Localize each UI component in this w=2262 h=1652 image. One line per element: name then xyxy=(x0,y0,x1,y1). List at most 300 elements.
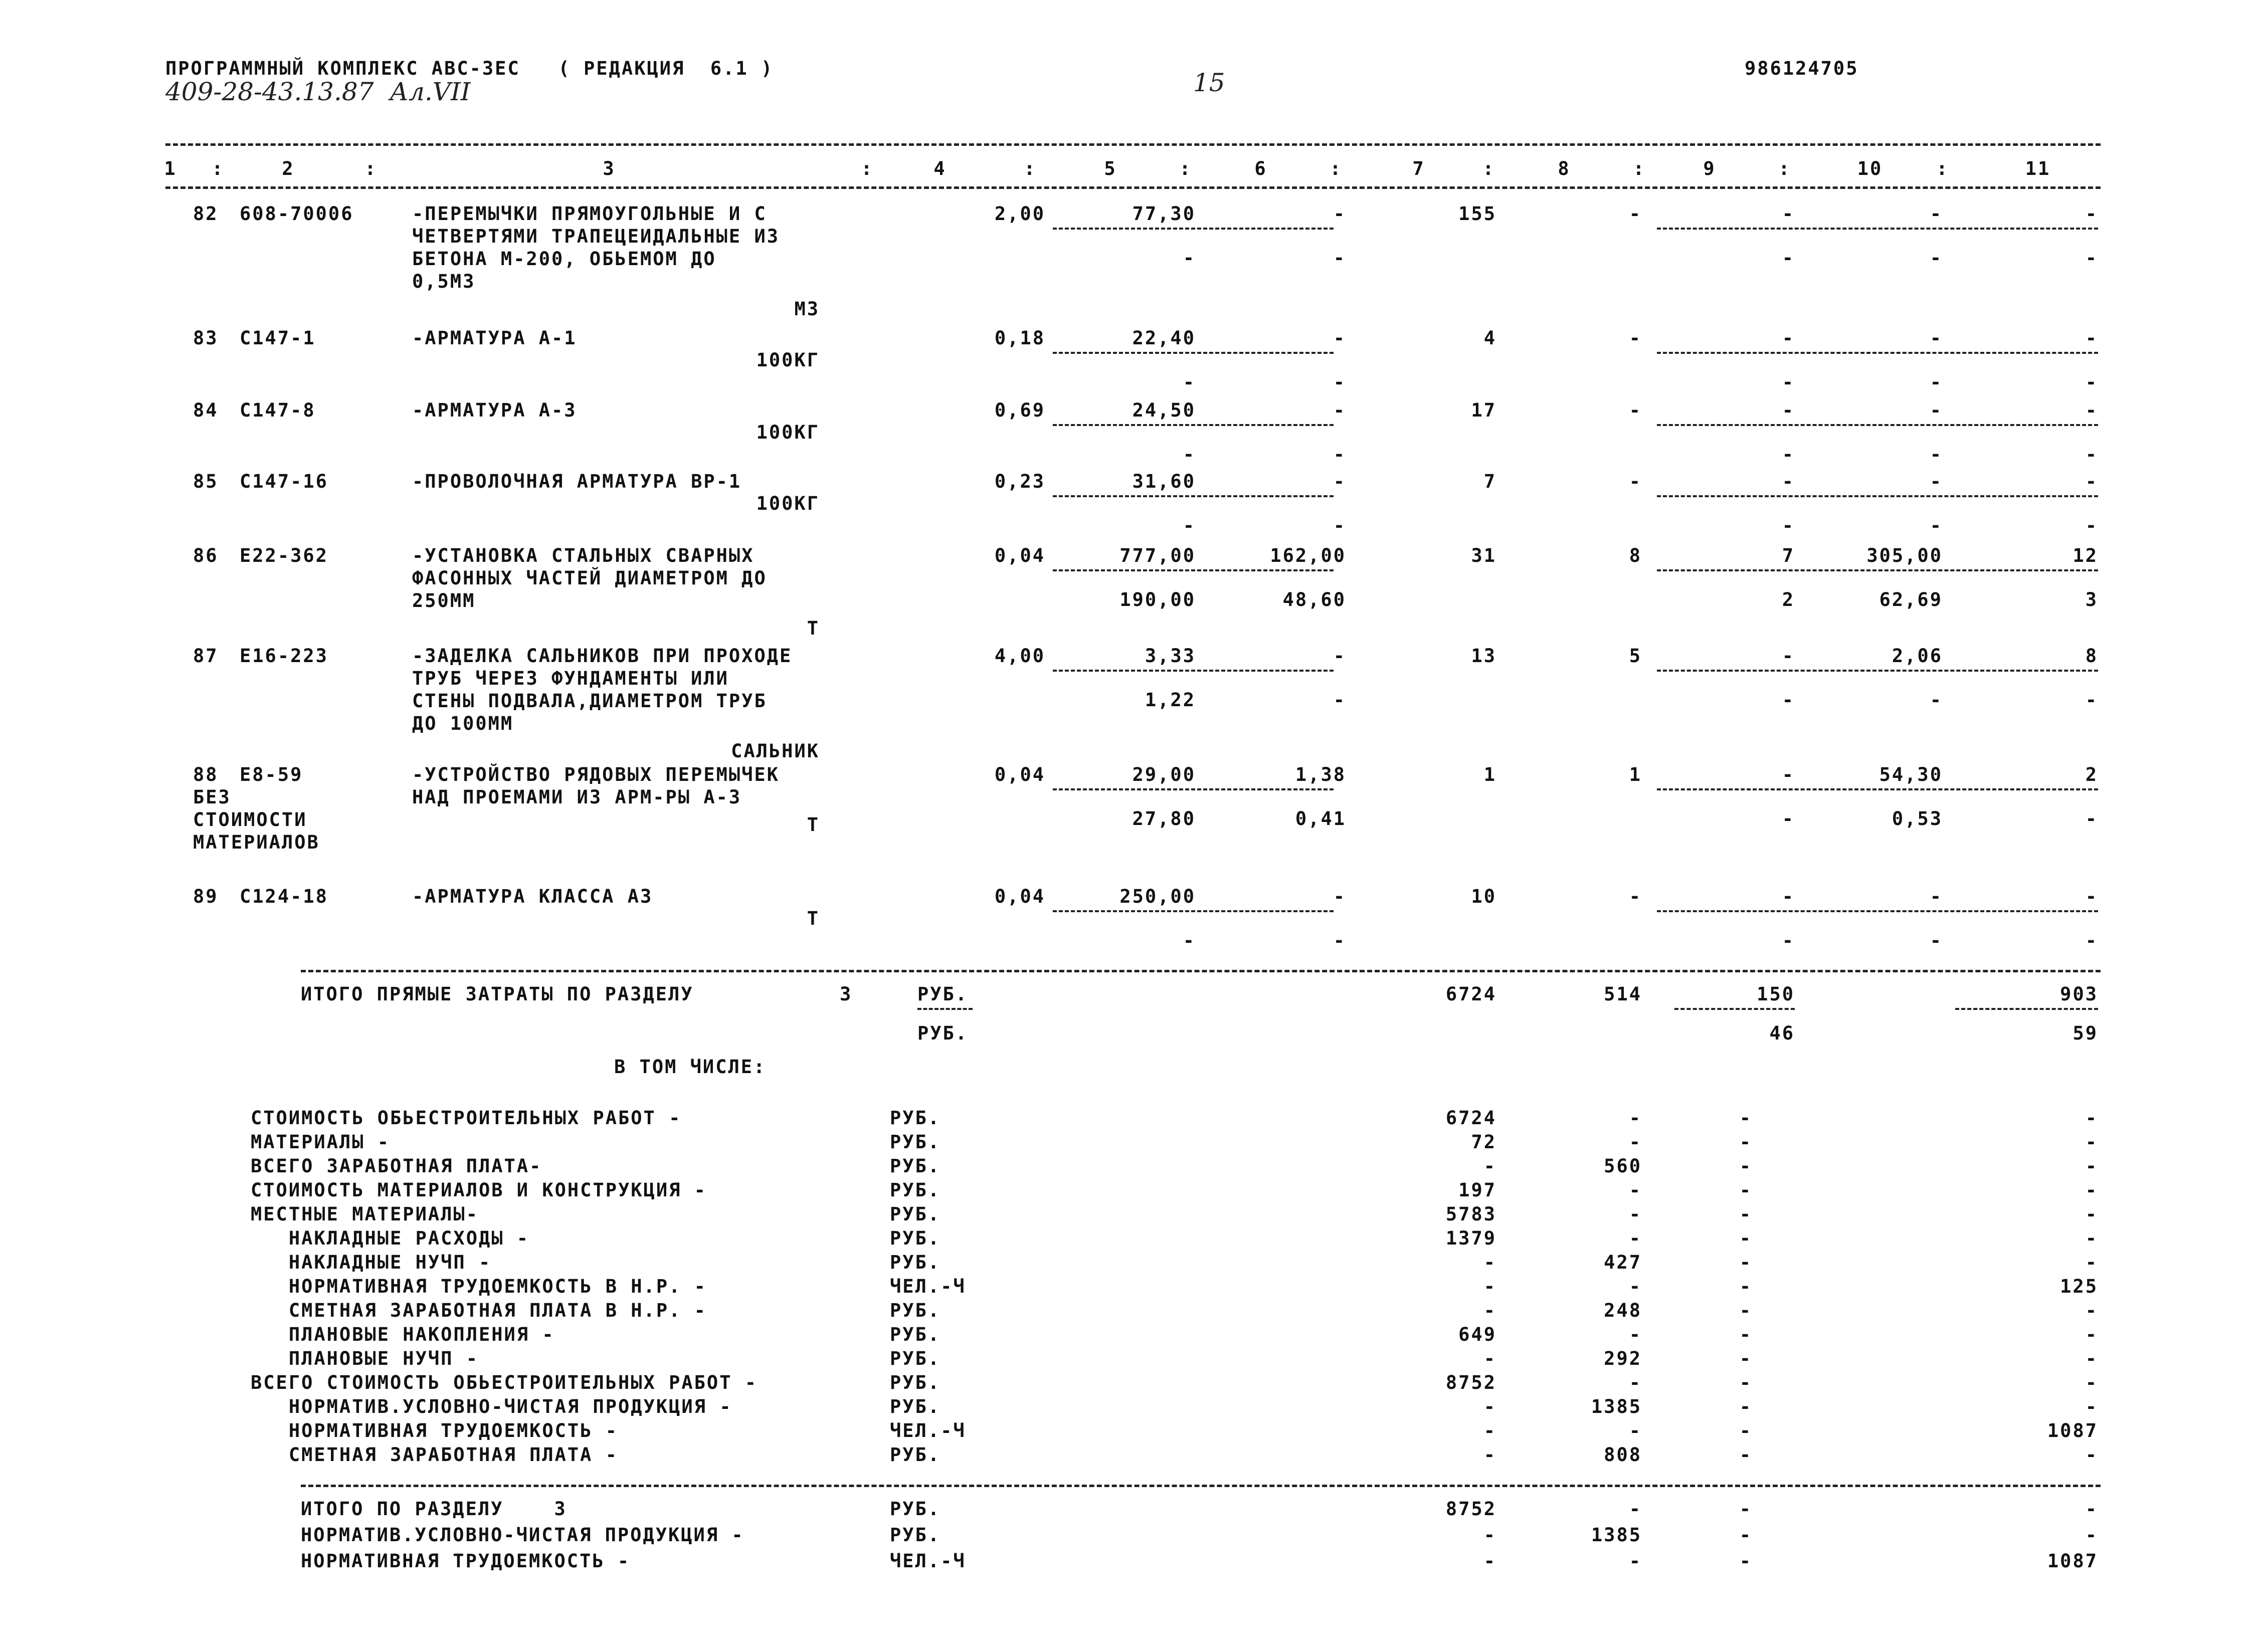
summary-unit: РУБ. xyxy=(890,1252,941,1273)
row-c10: - xyxy=(1930,399,1943,421)
summary-c7: 649 xyxy=(1458,1324,1496,1345)
row-c5: 22,40 xyxy=(1132,327,1196,349)
row-description: ТРУБ ЧЕРЕЗ ФУНДАМЕНТЫ ИЛИ xyxy=(412,668,729,689)
column-header-9: : xyxy=(1179,158,1192,179)
row-sub-rule xyxy=(1053,495,1334,497)
summary-label: НАКЛАДНЫЕ РАСХОДЫ - xyxy=(251,1227,530,1249)
summary-label: МЕСТНЫЕ МАТЕРИАЛЫ- xyxy=(251,1203,479,1225)
summary-c7: - xyxy=(1483,1252,1496,1273)
final-label: НОРМАТИВ.УСЛОВНО-ЧИСТАЯ ПРОДУКЦИЯ - xyxy=(301,1524,744,1546)
row-description: -ПРОВОЛОЧНАЯ АРМАТУРА ВР-1 xyxy=(412,471,742,492)
row-unit: Т xyxy=(807,617,820,639)
summary-c7: - xyxy=(1483,1348,1496,1369)
row-c10: 2,06 xyxy=(1892,645,1943,667)
row-c8: - xyxy=(1629,886,1642,907)
row-c11: - xyxy=(2085,203,2098,225)
column-header-12: 7 xyxy=(1412,158,1425,179)
summary-c9: - xyxy=(1739,1276,1752,1297)
summary-label: СТОИМОСТЬ ОБЬЕСТРОИТЕЛЬНЫХ РАБОТ - xyxy=(251,1107,682,1129)
row-code: С147-8 xyxy=(240,399,316,421)
row-sub-rule xyxy=(1053,352,1334,354)
total-direct-c7: 6724 xyxy=(1445,983,1496,1005)
summary-c11: - xyxy=(2085,1300,2098,1321)
total-sub-rule xyxy=(1955,1008,2098,1010)
row-number: 83 xyxy=(193,327,219,349)
summary-unit: РУБ. xyxy=(890,1372,941,1393)
row-description: -АРМАТУРА А-3 xyxy=(412,399,577,421)
row-c9b: 2 xyxy=(1782,589,1795,610)
summary-label: НАКЛАДНЫЕ НУЧП - xyxy=(251,1252,492,1273)
row-c6b: - xyxy=(1333,515,1346,536)
row-sub-rule xyxy=(1657,788,2098,790)
total-direct-unit2: РУБ. xyxy=(917,1022,969,1044)
summary-c8: 248 xyxy=(1604,1300,1642,1321)
column-header-0: 1 xyxy=(164,158,177,179)
row-c11: - xyxy=(2085,327,2098,349)
summary-c7: 197 xyxy=(1458,1179,1496,1201)
row-number: 84 xyxy=(193,399,219,421)
row-c11b: - xyxy=(2085,371,2098,393)
row-c9: 7 xyxy=(1782,545,1795,566)
summary-c11: - xyxy=(2085,1179,2098,1201)
final-label: НОРМАТИВНАЯ ТРУДОЕМКОСТЬ - xyxy=(301,1550,631,1572)
row-code-extra: БЕЗ xyxy=(193,786,231,808)
row-c5: 250,00 xyxy=(1119,886,1196,907)
row-c7: 4 xyxy=(1483,327,1496,349)
row-c10b: - xyxy=(1930,515,1943,536)
summary-c8: - xyxy=(1629,1276,1642,1297)
header-top-rule xyxy=(165,143,2101,146)
summary-c11: - xyxy=(2085,1131,2098,1153)
row-unit: Т xyxy=(807,814,820,836)
summary-c9: - xyxy=(1739,1324,1752,1345)
row-c5: 29,00 xyxy=(1132,764,1196,785)
row-code: С147-16 xyxy=(240,471,328,492)
column-header-20: 11 xyxy=(2025,158,2051,179)
final-c8: 1385 xyxy=(1591,1524,1642,1546)
row-c7: 155 xyxy=(1458,203,1496,225)
column-header-16: 9 xyxy=(1703,158,1716,179)
row-description: НАД ПРОЕМАМИ ИЗ АРМ-РЫ А-3 xyxy=(412,786,742,808)
column-header-14: 8 xyxy=(1558,158,1571,179)
summary-c11: - xyxy=(2085,1155,2098,1177)
summary-c11: 1087 xyxy=(2047,1420,2098,1441)
row-c5b: - xyxy=(1183,444,1196,465)
row-c10b: 62,69 xyxy=(1879,589,1943,610)
summary-unit: РУБ. xyxy=(890,1131,941,1153)
summary-c11: 125 xyxy=(2060,1276,2098,1297)
summary-c8: - xyxy=(1629,1203,1642,1225)
row-sub-rule xyxy=(1657,670,2098,672)
row-sub-rule xyxy=(1657,228,2098,230)
row-c9b: - xyxy=(1782,689,1795,711)
row-c11b: - xyxy=(2085,930,2098,951)
row-sub-rule xyxy=(1657,569,2098,571)
total-direct-c9: 150 xyxy=(1757,983,1795,1005)
row-unit: М3 xyxy=(794,298,820,320)
row-sub-rule xyxy=(1657,495,2098,497)
row-description: 250ММ xyxy=(412,590,476,611)
column-header-6: 4 xyxy=(933,158,947,179)
including-label: В ТОМ ЧИСЛЕ: xyxy=(614,1056,767,1078)
summary-c11: - xyxy=(2085,1372,2098,1393)
row-c9: - xyxy=(1782,471,1795,492)
total-sub-rule xyxy=(1674,1008,1795,1010)
row-c10: - xyxy=(1930,327,1943,349)
row-c6: - xyxy=(1333,327,1346,349)
final-c9: - xyxy=(1739,1550,1752,1572)
row-c6b: - xyxy=(1333,371,1346,393)
summary-label: НОРМАТИВНАЯ ТРУДОЕМКОСТЬ В Н.Р. - xyxy=(251,1276,707,1297)
row-c9b: - xyxy=(1782,247,1795,269)
row-description: -АРМАТУРА А-1 xyxy=(412,327,577,349)
column-header-8: 5 xyxy=(1104,158,1117,179)
row-sub-rule xyxy=(1053,788,1334,790)
summary-c11: - xyxy=(2085,1252,2098,1273)
final-top-rule xyxy=(301,1485,2101,1487)
row-c11: 2 xyxy=(2085,764,2098,785)
row-code-extra: СТОИМОСТИ xyxy=(193,809,307,831)
document-code: 409-28-43.13.87 Ал.VII xyxy=(165,77,471,106)
summary-c9: - xyxy=(1739,1372,1752,1393)
row-c4: 4,00 xyxy=(994,645,1045,667)
row-sub-rule xyxy=(1053,910,1334,912)
row-description: СТЕНЫ ПОДВАЛА,ДИАМЕТРОМ ТРУБ xyxy=(412,690,767,712)
row-number: 85 xyxy=(193,471,219,492)
row-c9: - xyxy=(1782,764,1795,785)
summary-c7: 6724 xyxy=(1445,1107,1496,1129)
row-c11b: - xyxy=(2085,515,2098,536)
summary-c8: - xyxy=(1629,1179,1642,1201)
row-c6b: 0,41 xyxy=(1295,808,1346,830)
summary-c11: - xyxy=(2085,1203,2098,1225)
row-number: 88 xyxy=(193,764,219,785)
summary-unit: ЧЕЛ.-Ч xyxy=(890,1276,966,1297)
total-direct-c9b: 46 xyxy=(1769,1022,1795,1044)
summary-label: ПЛАНОВЫЕ НАКОПЛЕНИЯ - xyxy=(251,1324,555,1345)
row-unit: 100КГ xyxy=(756,493,820,514)
summary-c11: - xyxy=(2085,1444,2098,1466)
summary-c8: 292 xyxy=(1604,1348,1642,1369)
summary-c8: 808 xyxy=(1604,1444,1642,1466)
totals-top-rule xyxy=(301,970,2101,972)
final-c11: - xyxy=(2085,1524,2098,1546)
row-c9: - xyxy=(1782,886,1795,907)
column-header-18: 10 xyxy=(1857,158,1883,179)
summary-label: НОРМАТИВНАЯ ТРУДОЕМКОСТЬ - xyxy=(251,1420,619,1441)
summary-c8: 560 xyxy=(1604,1155,1642,1177)
row-c5: 77,30 xyxy=(1132,203,1196,225)
summary-c8: - xyxy=(1629,1420,1642,1441)
row-c10b: - xyxy=(1930,930,1943,951)
summary-c7: - xyxy=(1483,1420,1496,1441)
column-header-10: 6 xyxy=(1254,158,1267,179)
row-sub-rule xyxy=(1053,670,1334,672)
row-c8: - xyxy=(1629,399,1642,421)
row-c9b: - xyxy=(1782,930,1795,951)
final-c11: - xyxy=(2085,1498,2098,1520)
summary-c11: - xyxy=(2085,1227,2098,1249)
header-bottom-rule xyxy=(165,186,2101,189)
column-header-17: : xyxy=(1778,158,1791,179)
summary-c8: - xyxy=(1629,1324,1642,1345)
summary-label: СТОИМОСТЬ МАТЕРИАЛОВ И КОНСТРУКЦИЯ - xyxy=(251,1179,707,1201)
row-c11: 12 xyxy=(2072,545,2098,566)
row-c4: 0,04 xyxy=(994,545,1045,566)
summary-c11: - xyxy=(2085,1396,2098,1417)
row-c6: - xyxy=(1333,399,1346,421)
row-c10b: 0,53 xyxy=(1892,808,1943,830)
row-c11b: - xyxy=(2085,689,2098,711)
summary-c7: - xyxy=(1483,1300,1496,1321)
row-sub-rule xyxy=(1053,228,1334,230)
row-c5: 777,00 xyxy=(1119,545,1196,566)
summary-unit: РУБ. xyxy=(890,1107,941,1129)
row-description: -ЗАДЕЛКА САЛЬНИКОВ ПРИ ПРОХОДЕ xyxy=(412,645,793,667)
summary-c8: - xyxy=(1629,1131,1642,1153)
total-direct-c8: 514 xyxy=(1604,983,1642,1005)
column-header-13: : xyxy=(1482,158,1495,179)
summary-c9: - xyxy=(1739,1203,1752,1225)
final-label: ИТОГО ПО РАЗДЕЛУ 3 xyxy=(301,1498,567,1520)
column-header-1: : xyxy=(212,158,225,179)
summary-c8: - xyxy=(1629,1107,1642,1129)
row-c5b: - xyxy=(1183,371,1196,393)
row-sub-rule xyxy=(1657,910,2098,912)
summary-unit: ЧЕЛ.-Ч xyxy=(890,1420,966,1441)
summary-unit: РУБ. xyxy=(890,1300,941,1321)
row-c5b: 27,80 xyxy=(1132,808,1196,830)
final-unit: ЧЕЛ.-Ч xyxy=(890,1550,966,1572)
summary-c9: - xyxy=(1739,1252,1752,1273)
total-direct-c11: 903 xyxy=(2060,983,2098,1005)
row-c6: 1,38 xyxy=(1295,764,1346,785)
final-c11: 1087 xyxy=(2047,1550,2098,1572)
row-c11: - xyxy=(2085,399,2098,421)
row-c11b: - xyxy=(2085,444,2098,465)
row-c11: - xyxy=(2085,886,2098,907)
row-code: Е8-59 xyxy=(240,764,303,785)
row-sub-rule xyxy=(1657,352,2098,354)
row-c4: 2,00 xyxy=(994,203,1045,225)
row-c9: - xyxy=(1782,399,1795,421)
summary-c8: - xyxy=(1629,1372,1642,1393)
column-header-2: 2 xyxy=(282,158,295,179)
summary-c7: - xyxy=(1483,1276,1496,1297)
row-c8: - xyxy=(1629,203,1642,225)
summary-unit: РУБ. xyxy=(890,1324,941,1345)
row-c9b: - xyxy=(1782,808,1795,830)
row-sub-rule xyxy=(1053,424,1334,426)
column-header-5: : xyxy=(861,158,874,179)
column-header-3: : xyxy=(364,158,378,179)
row-c6: 162,00 xyxy=(1270,545,1346,566)
row-description: ФАСОННЫХ ЧАСТЕЙ ДИАМЕТРОМ ДО xyxy=(412,567,767,589)
row-code-extra: МАТЕРИАЛОВ xyxy=(193,832,320,853)
column-header-7: : xyxy=(1024,158,1037,179)
summary-c7: 1379 xyxy=(1445,1227,1496,1249)
row-unit: 100КГ xyxy=(756,422,820,443)
summary-label: СМЕТНАЯ ЗАРАБОТНАЯ ПЛАТА - xyxy=(251,1444,619,1466)
row-number: 82 xyxy=(193,203,219,225)
final-c9: - xyxy=(1739,1524,1752,1546)
row-c10: 54,30 xyxy=(1879,764,1943,785)
row-code: С124-18 xyxy=(240,886,328,907)
summary-c9: - xyxy=(1739,1396,1752,1417)
summary-unit: РУБ. xyxy=(890,1396,941,1417)
summary-unit: РУБ. xyxy=(890,1179,941,1201)
row-c11b: 3 xyxy=(2085,589,2098,610)
summary-c11: - xyxy=(2085,1107,2098,1129)
row-c7: 13 xyxy=(1471,645,1496,667)
row-c8: - xyxy=(1629,327,1642,349)
row-c7: 7 xyxy=(1483,471,1496,492)
row-c6b: - xyxy=(1333,930,1346,951)
row-c7: 31 xyxy=(1471,545,1496,566)
row-number: 89 xyxy=(193,886,219,907)
row-c8: 5 xyxy=(1629,645,1642,667)
row-c11: - xyxy=(2085,471,2098,492)
row-c6b: - xyxy=(1333,444,1346,465)
row-c4: 0,18 xyxy=(994,327,1045,349)
row-c6b: - xyxy=(1333,247,1346,269)
total-direct-label: ИТОГО ПРЯМЫЕ ЗАТРАТЫ ПО РАЗДЕЛУ xyxy=(301,983,694,1005)
summary-unit: РУБ. xyxy=(890,1348,941,1369)
row-c6b: - xyxy=(1333,689,1346,711)
column-header-4: 3 xyxy=(603,158,616,179)
summary-c8: - xyxy=(1629,1227,1642,1249)
row-description: БЕТОНА М-200, ОБЬЕМОМ ДО xyxy=(412,248,716,270)
summary-c9: - xyxy=(1739,1444,1752,1466)
row-c10b: - xyxy=(1930,371,1943,393)
summary-c11: - xyxy=(2085,1324,2098,1345)
row-sub-rule xyxy=(1657,424,2098,426)
final-c8: - xyxy=(1629,1550,1642,1572)
row-c5b: 1,22 xyxy=(1145,689,1196,711)
final-c7: - xyxy=(1483,1524,1496,1546)
row-c8: 1 xyxy=(1629,764,1642,785)
summary-unit: РУБ. xyxy=(890,1227,941,1249)
row-c6: - xyxy=(1333,886,1346,907)
row-code: Е22-362 xyxy=(240,545,328,566)
final-unit: РУБ. xyxy=(890,1524,941,1546)
final-c7: 8752 xyxy=(1445,1498,1496,1520)
summary-c8: 1385 xyxy=(1591,1396,1642,1417)
row-c9: - xyxy=(1782,645,1795,667)
total-direct-unit: РУБ. xyxy=(917,983,969,1005)
row-c8: - xyxy=(1629,471,1642,492)
row-c10b: - xyxy=(1930,689,1943,711)
row-description: -УСТАНОВКА СТАЛЬНЫХ СВАРНЫХ xyxy=(412,545,755,566)
summary-label: СМЕТНАЯ ЗАРАБОТНАЯ ПЛАТА В Н.Р. - xyxy=(251,1300,707,1321)
summary-c7: - xyxy=(1483,1155,1496,1177)
row-c4: 0,04 xyxy=(994,886,1045,907)
row-c9b: - xyxy=(1782,515,1795,536)
row-c6b: 48,60 xyxy=(1282,589,1346,610)
summary-c9: - xyxy=(1739,1131,1752,1153)
row-c11b: - xyxy=(2085,808,2098,830)
summary-c7: - xyxy=(1483,1396,1496,1417)
row-c5b: 190,00 xyxy=(1119,589,1196,610)
total-direct-c11b: 59 xyxy=(2072,1022,2098,1044)
summary-c9: - xyxy=(1739,1348,1752,1369)
row-description: ЧЕТВЕРТЯМИ ТРАПЕЦЕИДАЛЬНЫЕ ИЗ xyxy=(412,226,780,247)
summary-c7: - xyxy=(1483,1444,1496,1466)
document-number: 986124705 xyxy=(1745,58,1859,79)
page-number: 15 xyxy=(1193,68,1225,97)
row-c7: 17 xyxy=(1471,399,1496,421)
row-c4: 0,04 xyxy=(994,764,1045,785)
row-c5b: - xyxy=(1183,515,1196,536)
row-c7: 1 xyxy=(1483,764,1496,785)
row-sub-rule xyxy=(1053,569,1334,571)
summary-label: МАТЕРИАЛЫ - xyxy=(251,1131,391,1153)
summary-unit: РУБ. xyxy=(890,1155,941,1177)
summary-label: НОРМАТИВ.УСЛОВНО-ЧИСТАЯ ПРОДУКЦИЯ - xyxy=(251,1396,732,1417)
summary-c9: - xyxy=(1739,1155,1752,1177)
row-c4: 0,23 xyxy=(994,471,1045,492)
row-c9: - xyxy=(1782,327,1795,349)
summary-c11: - xyxy=(2085,1348,2098,1369)
row-number: 86 xyxy=(193,545,219,566)
final-c7: - xyxy=(1483,1550,1496,1572)
summary-label: ВСЕГО ЗАРАБОТНАЯ ПЛАТА- xyxy=(251,1155,542,1177)
summary-unit: РУБ. xyxy=(890,1444,941,1466)
row-unit: САЛЬНИК xyxy=(731,740,820,762)
row-c5: 24,50 xyxy=(1132,399,1196,421)
row-c5: 31,60 xyxy=(1132,471,1196,492)
row-c10: 305,00 xyxy=(1866,545,1943,566)
summary-c7: 8752 xyxy=(1445,1372,1496,1393)
summary-label: ВСЕГО СТОИМОСТЬ ОБЬЕСТРОИТЕЛЬНЫХ РАБОТ - xyxy=(251,1372,758,1393)
row-c6: - xyxy=(1333,203,1346,225)
row-c10: - xyxy=(1930,471,1943,492)
column-header-11: : xyxy=(1330,158,1343,179)
summary-c9: - xyxy=(1739,1227,1752,1249)
row-description: -УСТРОЙСТВО РЯДОВЫХ ПЕРЕМЫЧЕК xyxy=(412,764,780,785)
row-c4: 0,69 xyxy=(994,399,1045,421)
row-c5b: - xyxy=(1183,247,1196,269)
summary-c8: 427 xyxy=(1604,1252,1642,1273)
row-c10: - xyxy=(1930,203,1943,225)
row-c6: - xyxy=(1333,645,1346,667)
row-c9b: - xyxy=(1782,444,1795,465)
row-c11: 8 xyxy=(2085,645,2098,667)
row-description: ДО 100ММ xyxy=(412,713,514,734)
summary-c9: - xyxy=(1739,1420,1752,1441)
row-code: 608-70006 xyxy=(240,203,354,225)
row-description: -АРМАТУРА КЛАССА А3 xyxy=(412,886,653,907)
summary-c9: - xyxy=(1739,1107,1752,1129)
final-unit: РУБ. xyxy=(890,1498,941,1520)
row-c6: - xyxy=(1333,471,1346,492)
summary-label: ПЛАНОВЫЕ НУЧП - xyxy=(251,1348,479,1369)
row-c5b: - xyxy=(1183,930,1196,951)
summary-c7: 72 xyxy=(1471,1131,1496,1153)
final-c8: - xyxy=(1629,1498,1642,1520)
summary-c7: 5783 xyxy=(1445,1203,1496,1225)
row-description: -ПЕРЕМЫЧКИ ПРЯМОУГОЛЬНЫЕ И С xyxy=(412,203,767,225)
final-c9: - xyxy=(1739,1498,1752,1520)
row-c10b: - xyxy=(1930,444,1943,465)
row-c11b: - xyxy=(2085,247,2098,269)
program-header: ПРОГРАММНЫЙ КОМПЛЕКС АВС-3ЕС ( РЕДАКЦИЯ 6.1 ) xyxy=(165,58,774,79)
row-c7: 10 xyxy=(1471,886,1496,907)
row-description: 0,5М3 xyxy=(412,271,476,292)
row-c9b: - xyxy=(1782,371,1795,393)
row-c9: - xyxy=(1782,203,1795,225)
row-number: 87 xyxy=(193,645,219,667)
